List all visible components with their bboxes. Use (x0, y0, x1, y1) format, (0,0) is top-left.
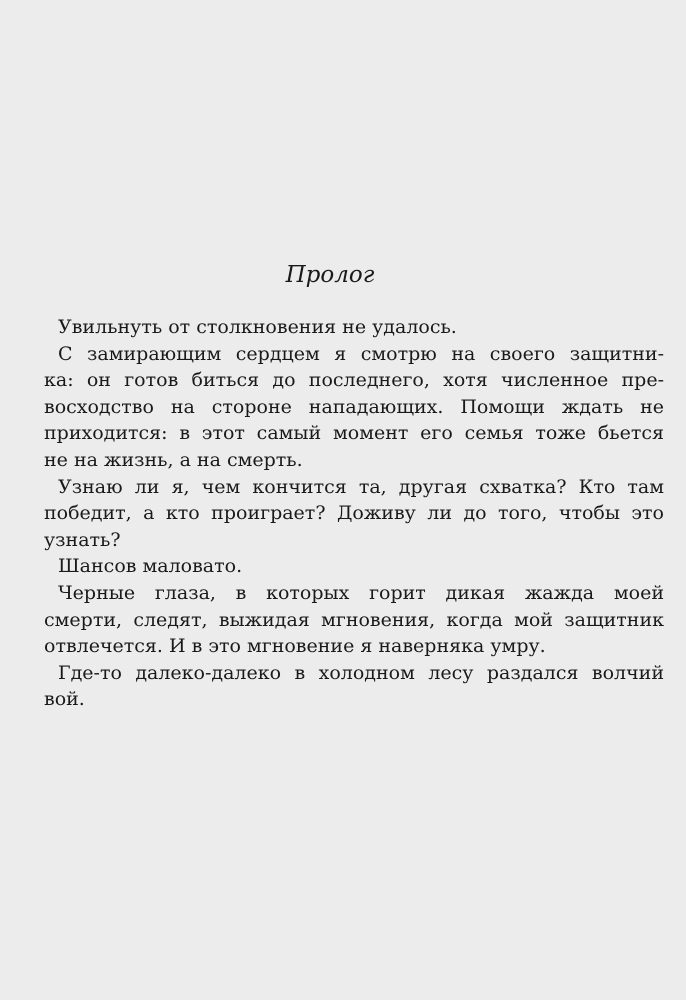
paragraph (44, 341, 664, 474)
text-line: вой. (44, 688, 85, 711)
paragraph (44, 314, 664, 341)
text-line: Где-то далеко-далеко в холодном лесу раздался волчий (58, 661, 664, 684)
chapter-body (44, 314, 664, 713)
text-line: Узнаю ли я, чем кончится та, другая схватка? Кто там (58, 475, 664, 498)
text-line: узнать? (44, 528, 121, 551)
text-line: Увильнуть от столкновения не удалось. (58, 316, 457, 338)
chapter-title: Пролог (285, 262, 375, 288)
text-line: победит, а кто проиграет? Доживу ли до того, чтобы это (44, 502, 664, 525)
text-line: ка: он готов биться до последнего, хотя численное пре- (44, 369, 664, 392)
paragraph (44, 580, 664, 660)
paragraph (44, 474, 664, 554)
text-line: приходится: в этот самый момент его семья тоже бьется (44, 422, 664, 445)
text-line: смерти, следят, выжидая мгновения, когда мой защитник (44, 608, 664, 631)
text-line: восходство на стороне нападающих. Помощи ждать не (44, 395, 664, 418)
text-line: С замирающим сердцем я смотрю на своего защитни- (58, 342, 664, 365)
text-line: не на жизнь, а на смерть. (44, 448, 303, 471)
text-line: Черные глаза, в которых горит дикая жажда моей (58, 581, 664, 604)
paragraph (44, 660, 664, 713)
text-line: отвлечется. И в это мгновение я наверняка умру. (44, 635, 546, 658)
text-line: Шансов маловато. (58, 555, 243, 578)
paragraph (44, 553, 664, 580)
